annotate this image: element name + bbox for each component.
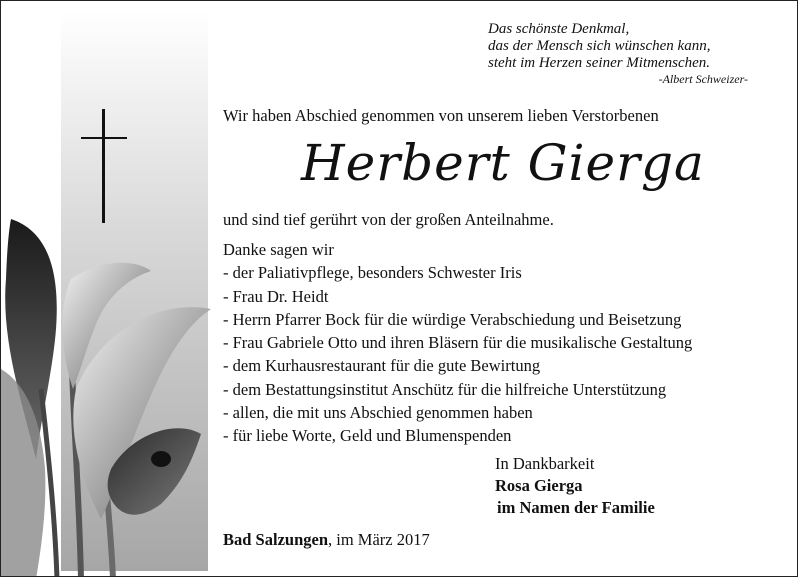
quote-author: -Albert Schweizer-: [658, 72, 748, 86]
quote-line: Das schönste Denkmal,: [488, 21, 630, 37]
deceased-name: Herbert Gierga: [301, 134, 705, 192]
list-item: - Herrn Pfarrer Bock für die würdige Verabschiedung und Beisetzung: [223, 309, 682, 329]
quote-line: das der Mensch sich wünschen kann,: [488, 38, 711, 54]
gratitude-text: und sind tief gerührt von der großen Anteilnahme.: [223, 210, 554, 229]
signer-name: Rosa Gierga: [495, 476, 583, 495]
list-item: - allen, die mit uns Abschied genommen haben: [223, 403, 533, 423]
footer: [223, 529, 430, 551]
list-item: - für liebe Worte, Geld und Blumenspenden: [223, 426, 512, 446]
closing-text: In Dankbarkeit: [495, 454, 595, 473]
list-item: - dem Kurhausrestaurant für die gute Bewirtung: [223, 356, 541, 376]
list-item: - dem Bestattungsinstitut Anschütz für die hilfreiche Unterstützung: [223, 379, 667, 399]
thanks-intro: Danke sagen wir: [223, 240, 334, 259]
quote-line: steht im Herzen seiner Mitmenschen.: [488, 55, 711, 71]
list-item: - Frau Gabriele Otto und ihren Bläsern für die musikalische Gestaltung: [223, 333, 693, 353]
family-text: im Namen der Familie: [497, 498, 655, 517]
footer-place: Bad Salzungen: [223, 530, 328, 549]
footer-date: , im März 2017: [328, 530, 430, 549]
calla-lily-illustration: [1, 219, 211, 577]
quote-block: [488, 21, 778, 86]
cross-icon: [81, 109, 127, 223]
list-item: - Frau Dr. Heidt: [223, 286, 329, 306]
intro-text: Wir haben Abschied genommen von unserem lieben Verstorbenen: [223, 106, 659, 125]
list-item: - der Paliativpflege, besonders Schwester Iris: [223, 263, 522, 283]
thanks-list: [223, 238, 692, 448]
signature-block: [495, 453, 655, 519]
